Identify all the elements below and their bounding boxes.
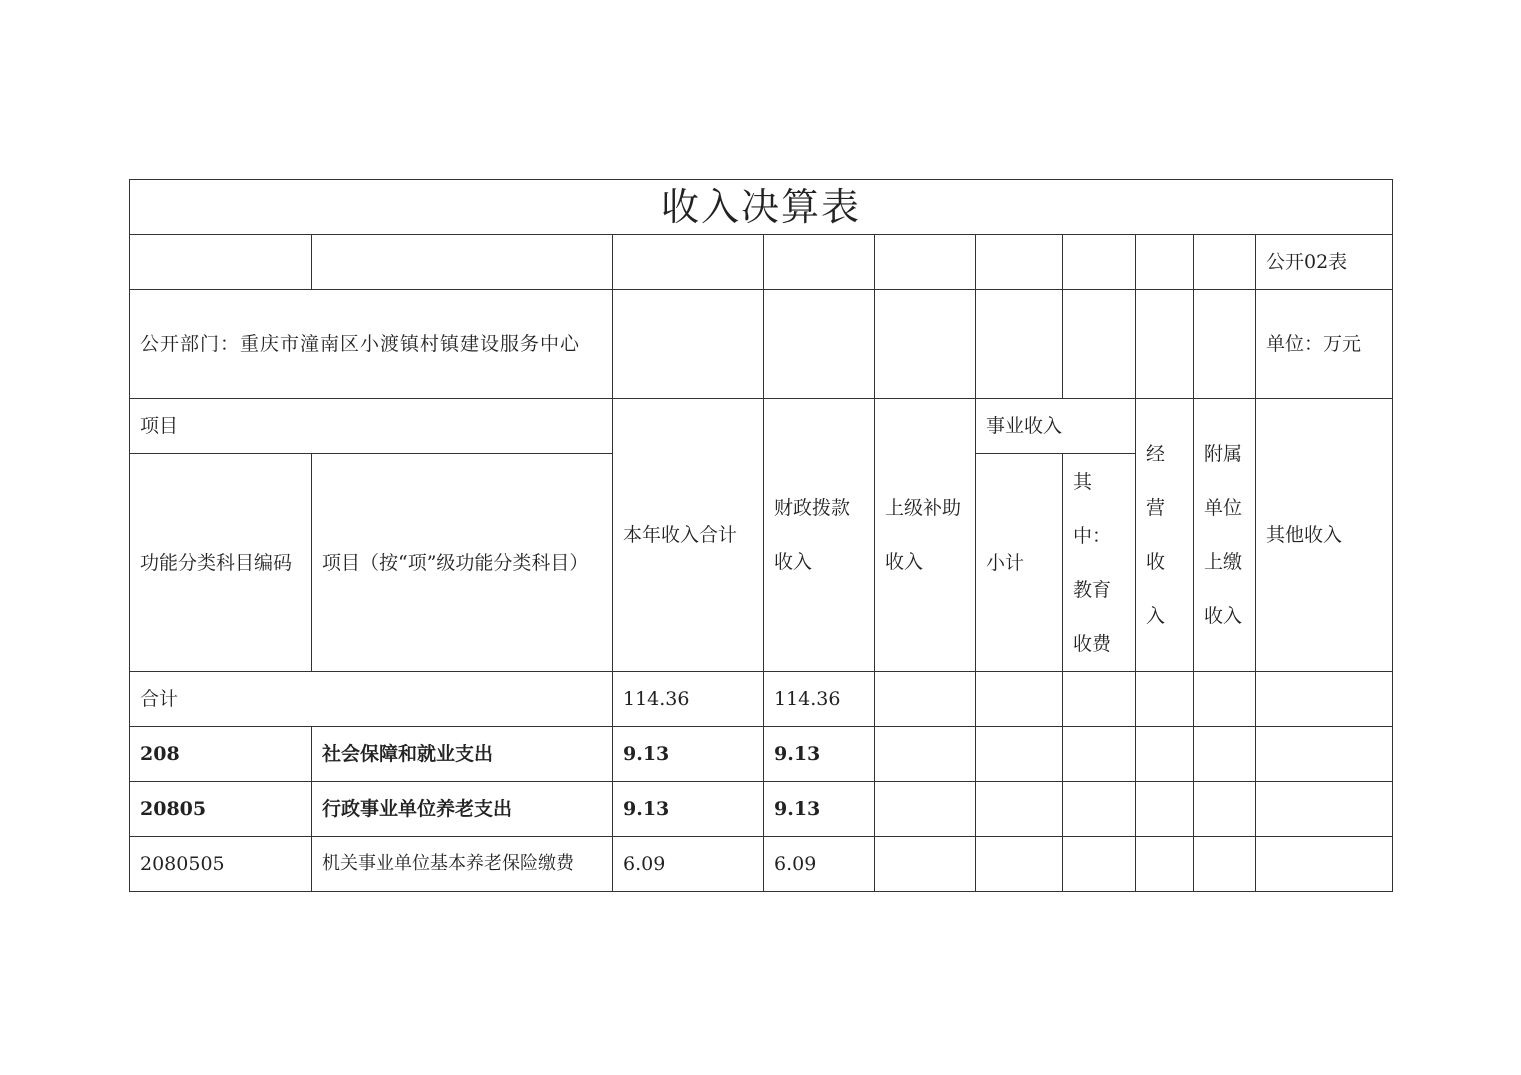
row-code: 2080505 [130, 837, 312, 892]
empty-cell [875, 727, 976, 782]
row-total-income: 9.13 [613, 727, 764, 782]
total-income-value: 114.36 [613, 672, 764, 727]
empty-cell [1063, 290, 1136, 399]
empty-cell [976, 672, 1063, 727]
unit-label: 单位：万元 [1256, 290, 1393, 399]
empty-cell [1063, 837, 1136, 892]
header-other-income: 其他收入 [1256, 399, 1393, 672]
empty-cell [1194, 837, 1256, 892]
empty-cell [1136, 672, 1194, 727]
row-name: 行政事业单位养老支出 [312, 782, 613, 837]
header-superior-subsidy: 上级补助收入 [875, 399, 976, 672]
row-code: 20805 [130, 782, 312, 837]
empty-cell [1256, 837, 1393, 892]
empty-cell [1194, 727, 1256, 782]
header-education-fee: 其中：教育收费 [1063, 454, 1136, 672]
empty-cell [613, 235, 764, 290]
empty-cell [976, 782, 1063, 837]
header-affiliated: 附属单位上缴收入 [1194, 399, 1256, 672]
empty-cell [1063, 782, 1136, 837]
empty-cell [1063, 672, 1136, 727]
empty-cell [875, 782, 976, 837]
empty-cell [1063, 235, 1136, 290]
total-fiscal-value: 114.36 [764, 672, 875, 727]
header-item: 项目 [130, 399, 613, 454]
empty-cell [875, 290, 976, 399]
empty-cell [976, 290, 1063, 399]
table-row [130, 782, 1393, 837]
header-code: 功能分类科目编码 [130, 454, 312, 672]
header-fiscal: 财政拨款收入 [764, 399, 875, 672]
empty-cell [130, 235, 312, 290]
table-row [130, 837, 1393, 892]
empty-cell [1194, 235, 1256, 290]
empty-cell [875, 235, 976, 290]
empty-cell [1136, 290, 1194, 399]
form-number: 公开02表 [1256, 235, 1393, 290]
empty-cell [312, 235, 613, 290]
empty-cell [1136, 727, 1194, 782]
header-subtotal: 小计 [976, 454, 1063, 672]
row-fiscal: 9.13 [764, 782, 875, 837]
empty-cell [1136, 782, 1194, 837]
row-fiscal: 9.13 [764, 727, 875, 782]
row-total-income: 9.13 [613, 782, 764, 837]
total-label: 合计 [130, 672, 613, 727]
empty-cell [976, 837, 1063, 892]
empty-cell [875, 672, 976, 727]
empty-cell [1194, 290, 1256, 399]
empty-cell [1063, 727, 1136, 782]
empty-cell [1256, 727, 1393, 782]
income-final-accounts-table [129, 179, 1393, 892]
row-name: 机关事业单位基本养老保险缴费 [312, 837, 613, 892]
empty-cell [1194, 672, 1256, 727]
row-total-income: 6.09 [613, 837, 764, 892]
empty-cell [1136, 235, 1194, 290]
empty-cell [764, 290, 875, 399]
empty-cell [764, 235, 875, 290]
header-business-income: 事业收入 [976, 399, 1136, 454]
empty-cell [1136, 837, 1194, 892]
department-label: 公开部门：重庆市潼南区小渡镇村镇建设服务中心 [130, 290, 613, 399]
empty-cell [976, 727, 1063, 782]
empty-cell [976, 235, 1063, 290]
row-name: 社会保障和就业支出 [312, 727, 613, 782]
header-operating-income: 经营收入 [1136, 399, 1194, 672]
empty-cell [1256, 782, 1393, 837]
row-code: 208 [130, 727, 312, 782]
empty-cell [875, 837, 976, 892]
row-fiscal: 6.09 [764, 837, 875, 892]
header-total-income: 本年收入合计 [613, 399, 764, 672]
empty-cell [613, 290, 764, 399]
empty-cell [1194, 782, 1256, 837]
empty-cell [1256, 672, 1393, 727]
header-name: 项目（按“项”级功能分类科目） [312, 454, 613, 672]
table-title: 收入决算表 [130, 180, 1393, 235]
table-row [130, 727, 1393, 782]
